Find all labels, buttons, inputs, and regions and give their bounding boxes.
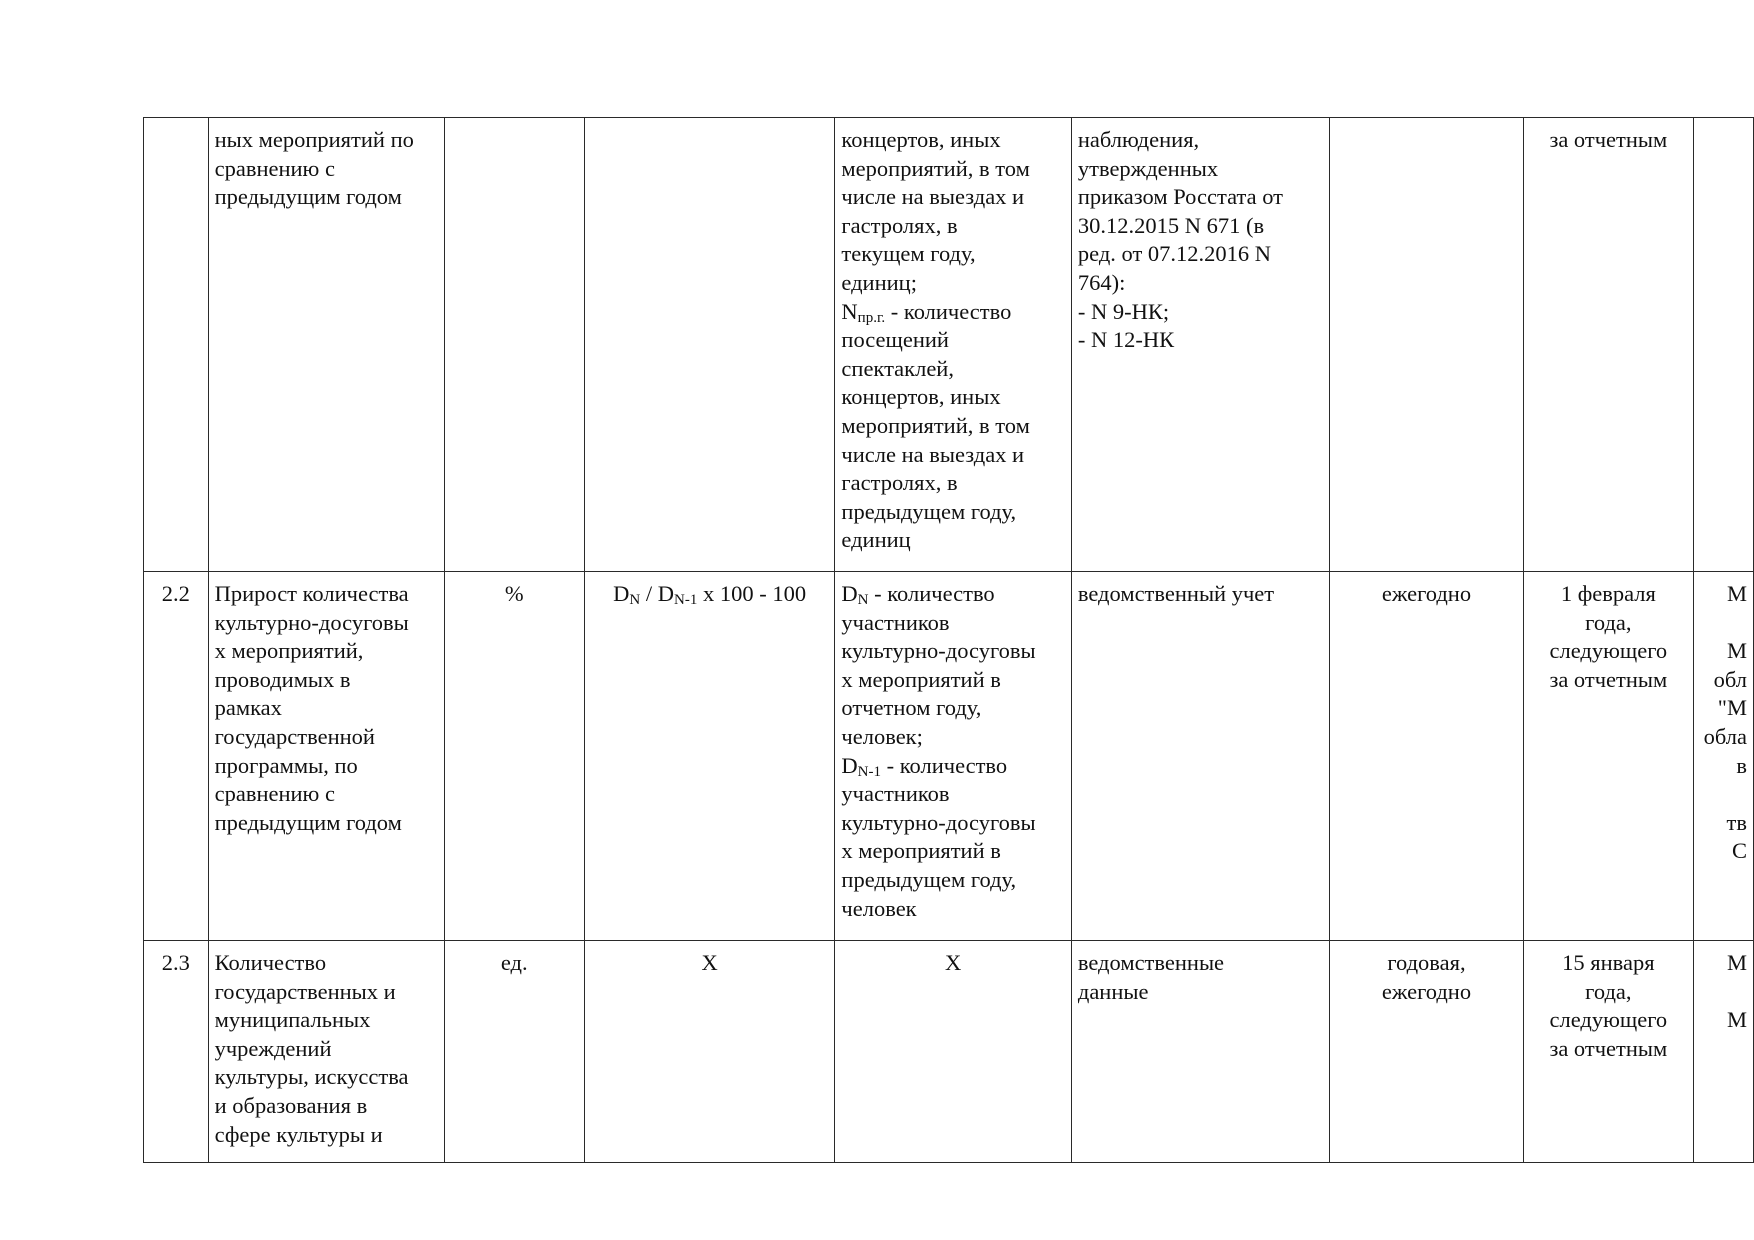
responsible-cell: М М	[1694, 941, 1754, 1163]
table-row	[144, 118, 1754, 572]
frequency-cell: ежегодно	[1330, 572, 1523, 941]
table-row	[144, 941, 1754, 1163]
row-number-cell: 2.3	[144, 941, 209, 1163]
deadline-cell: за отчетным	[1523, 118, 1693, 572]
responsible-cell: М М обл "М обла в тв С	[1694, 572, 1754, 941]
table-row	[144, 572, 1754, 941]
source-cell: наблюдения, утвержденных приказом Росстата от 30.12.2015 N 671 (в ред. от 07.12.2016 N 764): - N 9-НК; - N 12-НК	[1071, 118, 1329, 572]
formula-cell	[584, 118, 835, 572]
variables-cell: концертов, иных мероприятий, в том числе на выездах и гастролях, в текущем году, единиц; $N_{пр.г.}$ - количество посещений спектаклей, концертов, иных мероприятий, в том числе на выездах и гастролях, в предыдущем году, единиц	[835, 118, 1071, 572]
frequency-cell: годовая, ежегодно	[1330, 941, 1523, 1163]
indicator-name-cell: Количество государственных и муниципальных учреждений культуры, искусства и образования в сфере культуры и	[208, 941, 444, 1163]
frequency-cell	[1330, 118, 1523, 572]
variables-cell: $D_N$ - количество участников культурно-досуговы х мероприятий в отчетном году, человек; $D_{N-1}$ - количество участников культурно-досуговы х мероприятий в предыдущем году, человек	[835, 572, 1071, 941]
variables-cell: X	[835, 941, 1071, 1163]
row-number-cell	[144, 118, 209, 572]
source-cell: ведомственные данные	[1071, 941, 1329, 1163]
source-cell: ведомственный учет	[1071, 572, 1329, 941]
deadline-cell: 15 января года, следующего за отчетным	[1523, 941, 1693, 1163]
row-number-cell: 2.2	[144, 572, 209, 941]
formula-cell: X	[584, 941, 835, 1163]
formula-cell: $D_N / D_{N-1}$ x 100 - 100	[584, 572, 835, 941]
unit-cell	[444, 118, 584, 572]
indicator-name-cell: ных мероприятий по сравнению с предыдущим годом	[208, 118, 444, 572]
unit-cell: %	[444, 572, 584, 941]
responsible-cell	[1694, 118, 1754, 572]
indicator-name-cell: Прирост количества культурно-досуговы х мероприятий, проводимых в рамках государственной программы, по сравнению с предыдущим годом	[208, 572, 444, 941]
indicator-table	[143, 117, 1754, 1163]
unit-cell: ед.	[444, 941, 584, 1163]
deadline-cell: 1 февраля года, следующего за отчетным	[1523, 572, 1693, 941]
